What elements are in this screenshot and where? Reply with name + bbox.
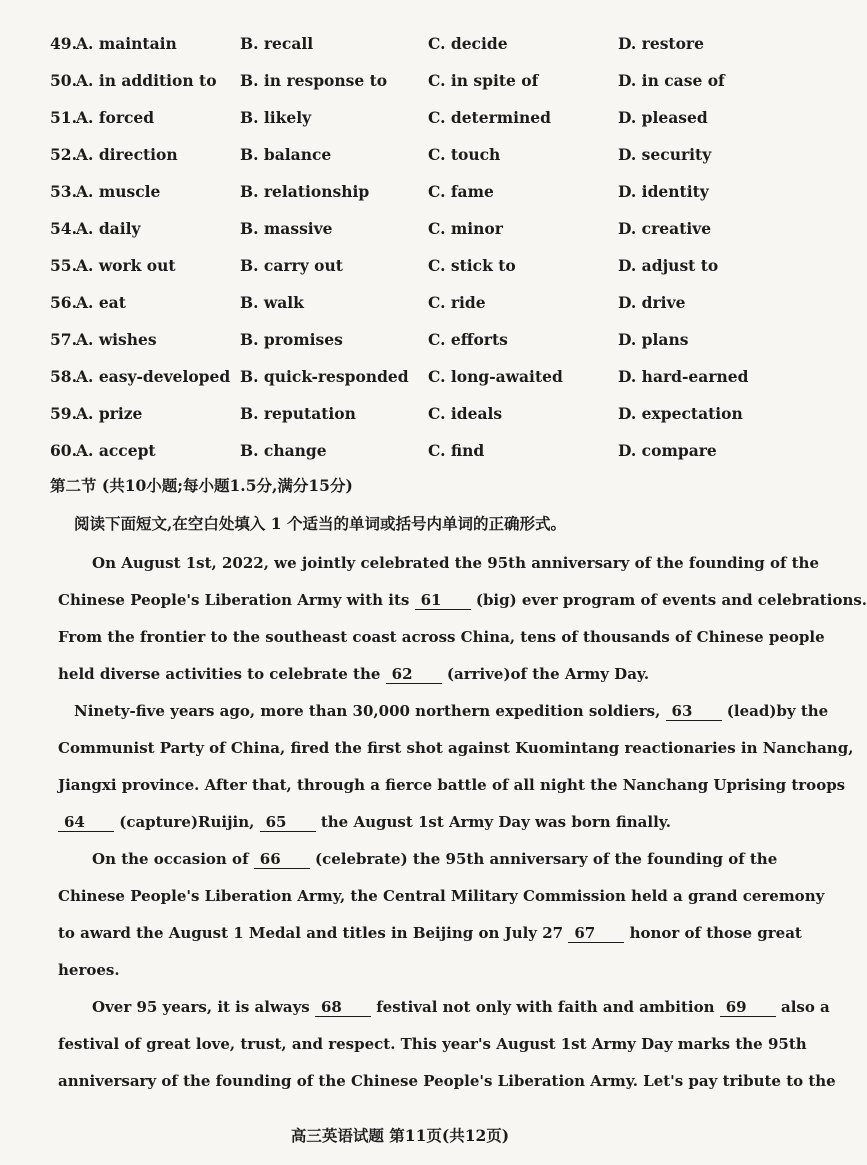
question-row-58 (0, 363, 800, 400)
question-number: 55. (50, 256, 77, 275)
passage-text: Jiangxi province. After that, through a fierce battle of all night the Nanchang Uprising troops (58, 776, 846, 794)
passage-text: Communist Party of China, fired the first shot against Kuomintang reactionaries in Nanchang, (58, 739, 854, 757)
option-a: A. maintain (76, 34, 177, 53)
option-d: D. hard-earned (618, 367, 749, 386)
question-row-51 (0, 104, 800, 141)
question-number: 50. (50, 71, 77, 90)
passage-line (58, 1069, 836, 1106)
question-row-60 (0, 437, 800, 474)
option-b: B. quick-responded (240, 367, 409, 386)
question-row-57 (0, 326, 800, 363)
option-b: B. walk (240, 293, 304, 312)
option-b: B. reputation (240, 404, 356, 423)
question-number: 53. (50, 182, 77, 201)
passage-line (58, 551, 820, 588)
option-b: B. recall (240, 34, 314, 53)
option-b: B. carry out (240, 256, 343, 275)
option-b: B. promises (240, 330, 343, 349)
option-c: C. long-awaited (428, 367, 563, 386)
option-c: C. fame (428, 182, 494, 201)
question-number: 59. (50, 404, 77, 423)
blank-61: 61 (415, 591, 471, 610)
option-b: B. balance (240, 145, 332, 164)
passage-line (58, 995, 830, 1032)
passage-line (58, 662, 754, 699)
passage-text: held diverse activities to celebrate the (58, 665, 381, 683)
blank-65: 65 (260, 813, 316, 832)
option-b: B. in response to (240, 71, 388, 90)
passage-line (58, 699, 829, 736)
passage-text: (arrive)of the Army Day. (446, 665, 650, 683)
question-number: 60. (50, 441, 77, 460)
option-c: C. efforts (428, 330, 508, 349)
passage-text: heroes. (58, 961, 120, 979)
option-c: C. touch (428, 145, 501, 164)
passage-text: On August 1st, 2022, we jointly celebrated the 95th anniversary of the founding of the (92, 554, 820, 572)
blank-67: 67 (568, 924, 624, 943)
blank-66: 66 (254, 850, 310, 869)
question-number: 51. (50, 108, 77, 127)
passage-text: honor of those great (629, 924, 802, 942)
passage-text: From the frontier to the southeast coast across China, tens of thousands of Chinese people (58, 628, 825, 646)
passage-line (58, 773, 846, 810)
option-c: C. determined (428, 108, 552, 127)
section-instructions: 阅读下面短文,在空白处填入 1 个适当的单词或括号内单词的正确形式。 (74, 514, 566, 533)
option-a: A. wishes (76, 330, 157, 349)
passage-text: Over 95 years, it is always (92, 998, 310, 1016)
question-row-54 (0, 215, 800, 252)
passage-text: (big) ever program of events and celebrations. (475, 591, 867, 609)
page-footer: 高三英语试题 第11页(共12页) (290, 1126, 510, 1145)
option-a: A. easy-developed (76, 367, 231, 386)
question-row-49 (0, 30, 800, 67)
option-b: B. relationship (240, 182, 370, 201)
passage-text: Chinese People's Liberation Army with its (58, 591, 410, 609)
option-c: C. minor (428, 219, 503, 238)
passage-text: the August 1st Army Day was born finally. (320, 813, 671, 831)
question-number: 56. (50, 293, 77, 312)
passage-text: (lead)by the (726, 702, 829, 720)
passage-line (58, 736, 854, 773)
passage-line (58, 847, 778, 884)
blank-62: 62 (386, 665, 442, 684)
option-c: C. stick to (428, 256, 516, 275)
passage-line (58, 588, 867, 625)
option-d: D. adjust to (618, 256, 719, 275)
option-a: A. forced (76, 108, 155, 127)
option-a: A. direction (76, 145, 178, 164)
passage-text: also a (780, 998, 830, 1016)
passage-line (58, 884, 825, 921)
passage-text: anniversary of the founding of the Chinese People's Liberation Army. Let's pay tribute to the (58, 1072, 836, 1090)
passage-line (58, 625, 825, 662)
option-a: A. accept (76, 441, 156, 460)
question-row-59 (0, 400, 800, 437)
section-title: 第二节 (共10小题;每小题1.5分,满分15分) (50, 476, 353, 495)
passage-text: Ninety-five years ago, more than 30,000 northern expedition soldiers, (74, 702, 661, 720)
blank-69: 69 (720, 998, 776, 1017)
question-row-55 (0, 252, 800, 289)
question-number: 49. (50, 34, 77, 53)
option-c: C. in spite of (428, 71, 539, 90)
option-a: A. in addition to (76, 71, 217, 90)
passage-line (58, 810, 754, 847)
passage-line (58, 921, 802, 958)
passage-text: (celebrate) the 95th anniversary of the founding of the (315, 850, 778, 868)
passage-text: On the occasion of (92, 850, 249, 868)
option-a: A. eat (76, 293, 126, 312)
question-row-52 (0, 141, 800, 178)
option-b: B. likely (240, 108, 312, 127)
option-d: D. pleased (618, 108, 708, 127)
option-a: A. work out (76, 256, 176, 275)
blank-63: 63 (666, 702, 722, 721)
question-row-53 (0, 178, 800, 215)
multiple-choice-options (0, 30, 800, 474)
option-a: A. daily (76, 219, 141, 238)
option-d: D. drive (618, 293, 686, 312)
question-row-56 (0, 289, 800, 326)
option-c: C. ride (428, 293, 486, 312)
option-d: D. compare (618, 441, 717, 460)
option-d: D. identity (618, 182, 709, 201)
passage-text: to award the August 1 Medal and titles in Beijing on July 27 (58, 924, 564, 942)
question-row-50 (0, 67, 800, 104)
option-d: D. in case of (618, 71, 725, 90)
passage-text: festival of great love, trust, and respect. This year's August 1st Army Day marks the 95th (58, 1035, 807, 1053)
option-c: C. ideals (428, 404, 503, 423)
option-d: D. plans (618, 330, 689, 349)
option-b: B. change (240, 441, 327, 460)
question-number: 54. (50, 219, 77, 238)
question-number: 52. (50, 145, 77, 164)
option-a: A. prize (76, 404, 143, 423)
option-d: D. restore (618, 34, 704, 53)
blank-64: 64 (58, 813, 114, 832)
option-d: D. creative (618, 219, 712, 238)
option-d: D. security (618, 145, 712, 164)
passage-line (58, 958, 754, 995)
passage-text: Chinese People's Liberation Army, the Central Military Commission held a grand ceremony (58, 887, 825, 905)
option-b: B. massive (240, 219, 333, 238)
passage-text: festival not only with faith and ambition (376, 998, 715, 1016)
option-c: C. decide (428, 34, 508, 53)
cloze-passage (58, 551, 867, 1106)
passage-text: (capture)Ruijin, (119, 813, 255, 831)
question-number: 58. (50, 367, 77, 386)
blank-68: 68 (315, 998, 371, 1017)
question-number: 57. (50, 330, 77, 349)
option-c: C. find (428, 441, 485, 460)
passage-line (58, 1032, 807, 1069)
option-d: D. expectation (618, 404, 743, 423)
option-a: A. muscle (76, 182, 161, 201)
